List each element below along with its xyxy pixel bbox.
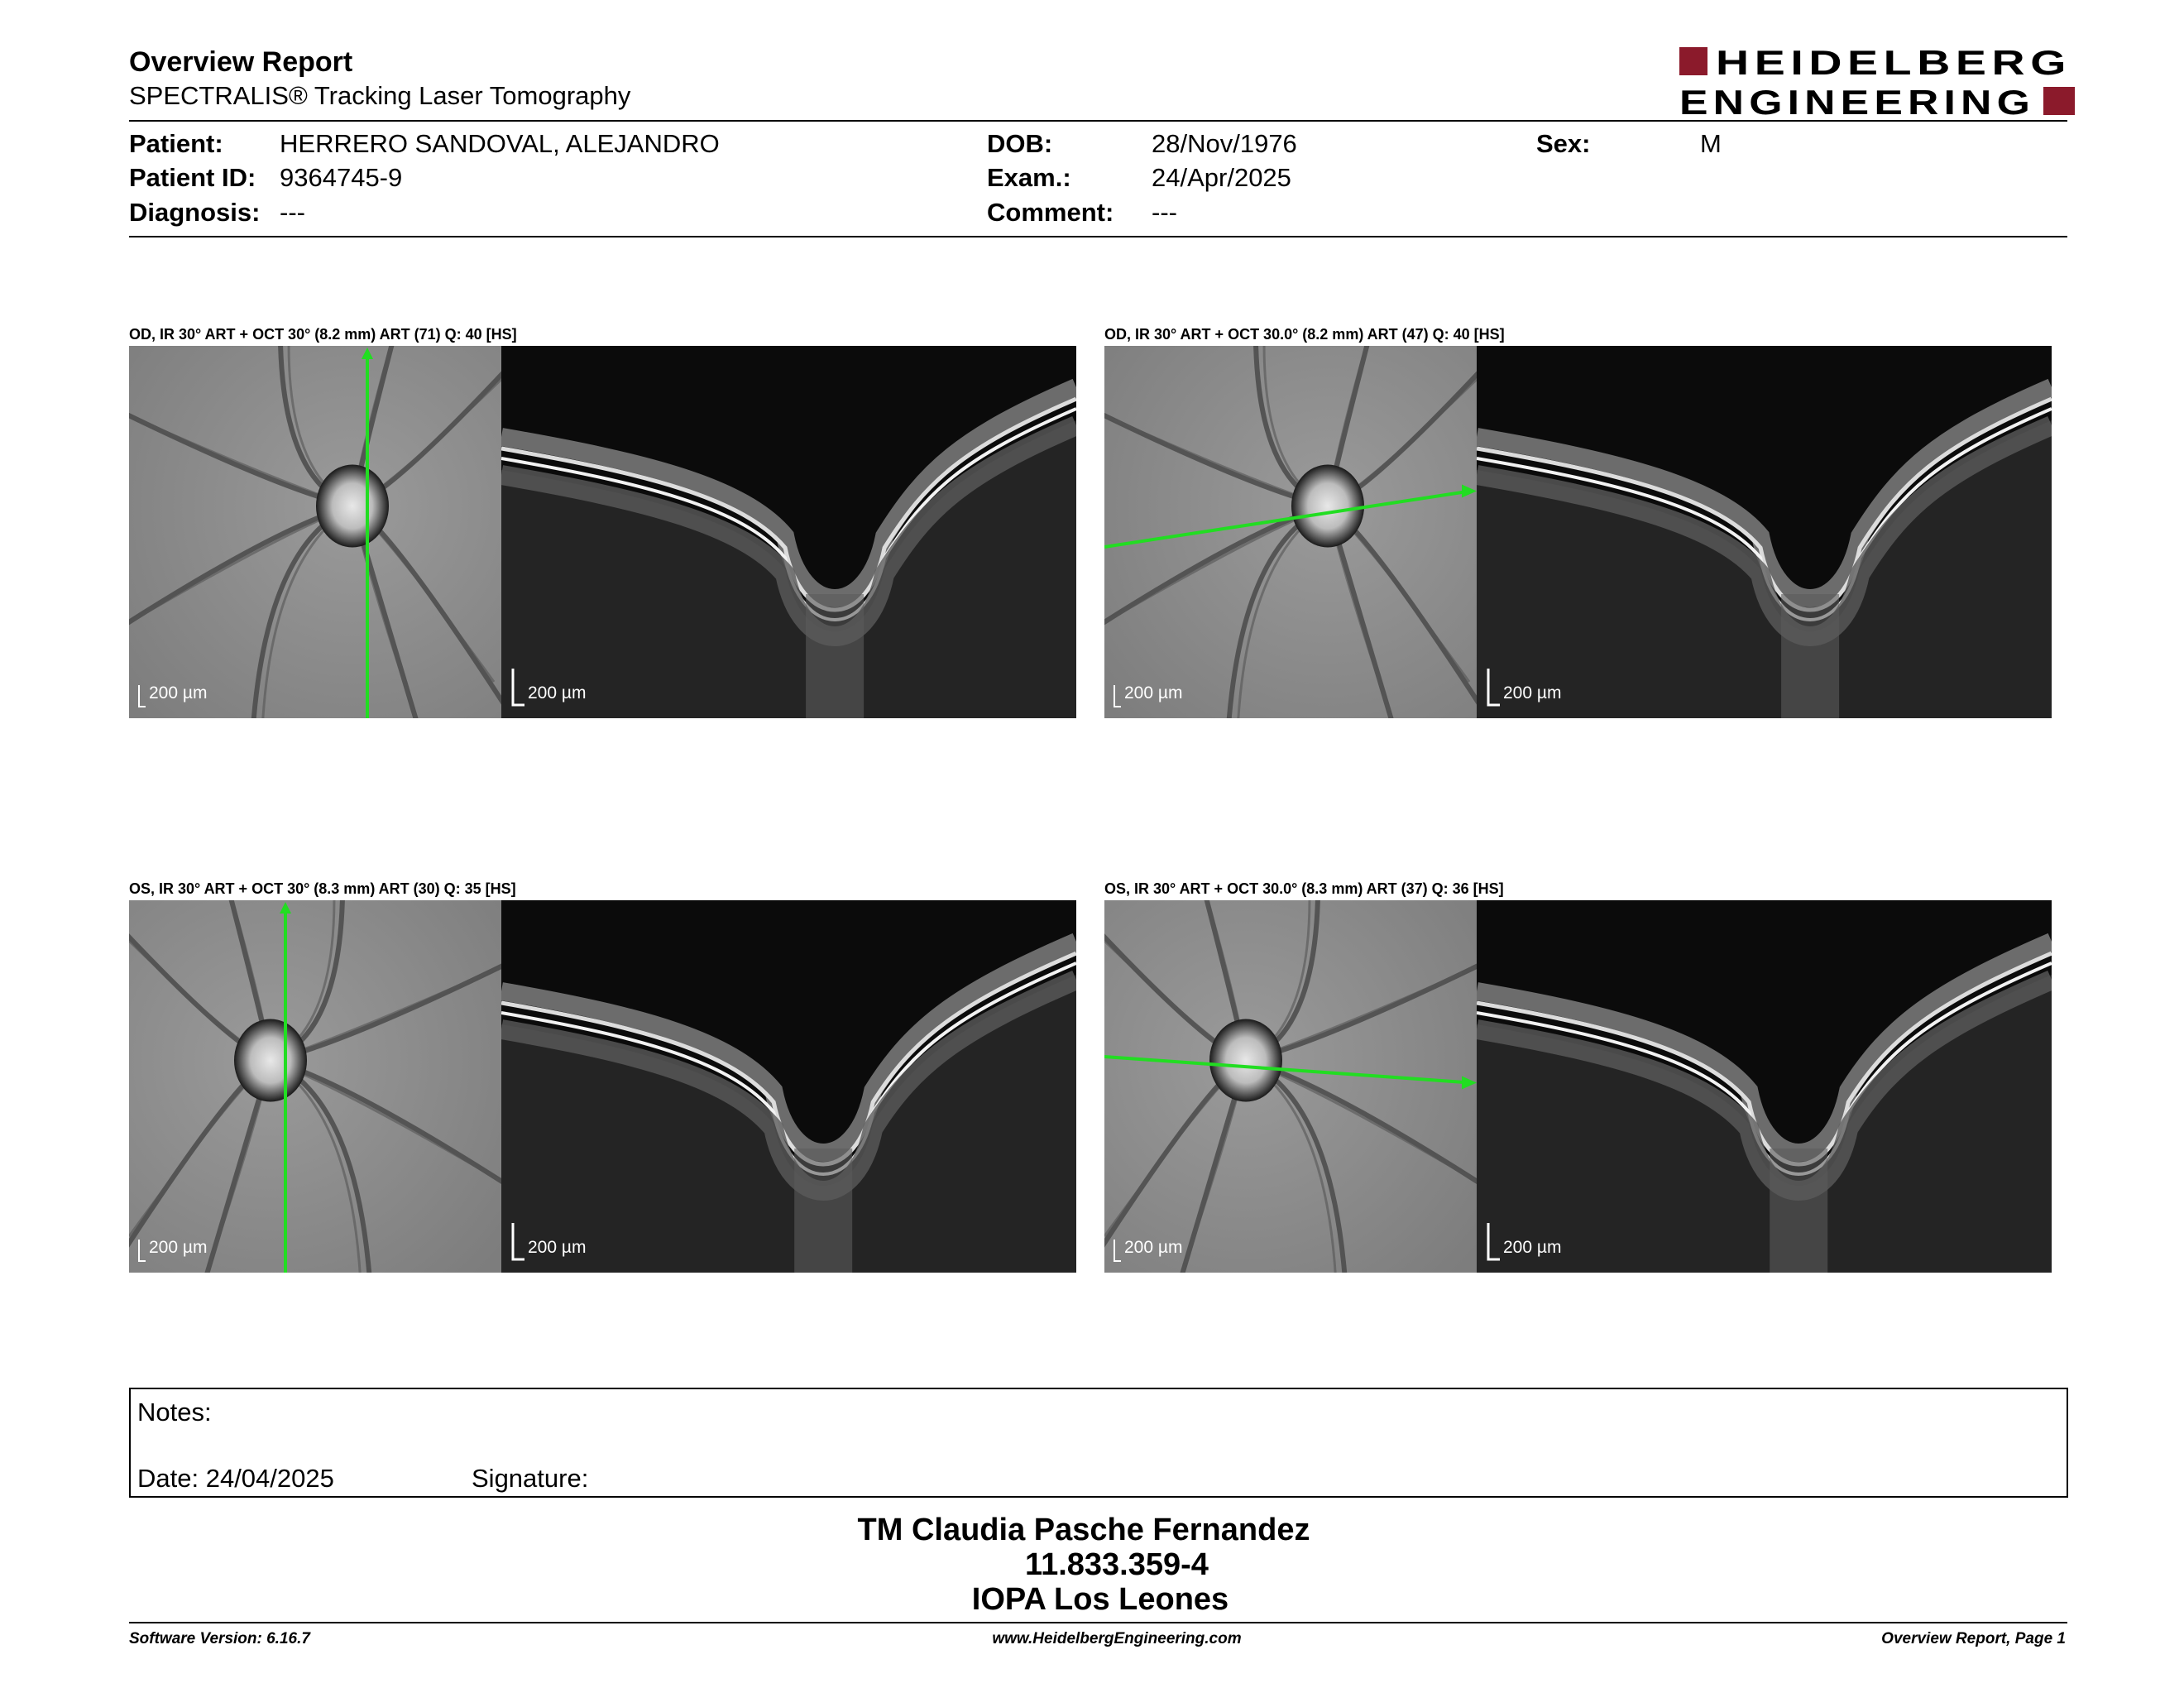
exam-label: Exam.:	[987, 163, 1071, 192]
oct-scale-label: 200 µm	[1503, 1238, 1562, 1257]
patient-name: HERRERO SANDOVAL, ALEJANDRO	[280, 129, 720, 158]
fundus-image	[1104, 900, 1477, 1273]
fundus-scale-label: 200 µm	[149, 683, 208, 703]
scan-caption: OD, IR 30° ART + OCT 30° (8.2 mm) ART (71) Q: 40 [HS]	[129, 326, 517, 343]
comment-value: ---	[1152, 198, 1177, 227]
page-number: Overview Report, Page 1	[1881, 1630, 2066, 1647]
oct-bscan-image	[1477, 900, 2052, 1273]
patient-id: 9364745-9	[280, 163, 403, 192]
sex-label: Sex:	[1536, 129, 1591, 158]
scan-caption: OS, IR 30° ART + OCT 30° (8.3 mm) ART (30) Q: 35 [HS]	[129, 880, 516, 897]
oct-bscan-image	[1477, 346, 2052, 718]
exam-date: 24/Apr/2025	[1152, 163, 1291, 192]
oct-scale-label: 200 µm	[1503, 683, 1562, 703]
website-link[interactable]: www.HeidelbergEngineering.com	[992, 1630, 1242, 1647]
patient-divider	[129, 236, 2067, 237]
report-title: Overview Report	[129, 46, 353, 78]
fundus-image	[1104, 346, 1477, 718]
heidelberg-logo	[1679, 43, 2075, 119]
notes-date: Date: 24/04/2025	[137, 1464, 334, 1493]
fundus-image	[129, 346, 501, 718]
report-subtitle: SPECTRALIS® Tracking Laser Tomography	[129, 81, 631, 110]
oct-scale-label: 200 µm	[528, 683, 587, 703]
oct-bscan-image	[501, 900, 1076, 1273]
examiner-institution: IOPA Los Leones	[971, 1582, 1229, 1617]
scan-caption: OD, IR 30° ART + OCT 30.0° (8.2 mm) ART (47) Q: 40 [HS]	[1104, 326, 1505, 343]
notes-label: Notes:	[137, 1398, 212, 1427]
logo-line-1: HEIDELBERG	[1716, 43, 2071, 82]
scan-caption: OS, IR 30° ART + OCT 30.0° (8.3 mm) ART (37) Q: 36 [HS]	[1104, 880, 1504, 897]
patient-label: Patient:	[129, 129, 223, 158]
dob-label: DOB:	[987, 129, 1053, 158]
notes-box	[129, 1388, 2068, 1498]
fundus-image	[129, 900, 501, 1273]
fundus-scale-label: 200 µm	[149, 1238, 208, 1257]
dob-value: 28/Nov/1976	[1152, 129, 1297, 158]
diagnosis-label: Diagnosis:	[129, 198, 261, 227]
header-divider	[129, 120, 2067, 122]
logo-line-2: ENGINEERING	[1679, 83, 2035, 119]
signature-label: Signature:	[472, 1464, 589, 1493]
diagnosis-value: ---	[280, 198, 305, 227]
oct-scale-label: 200 µm	[528, 1238, 587, 1257]
patient-id-label: Patient ID:	[129, 163, 256, 192]
software-version: Software Version: 6.16.7	[129, 1630, 310, 1647]
sex-value: M	[1700, 129, 1722, 158]
fundus-scale-label: 200 µm	[1124, 1238, 1183, 1257]
oct-bscan-image	[501, 346, 1076, 718]
footer-divider	[129, 1622, 2067, 1623]
comment-label: Comment:	[987, 198, 1114, 227]
examiner-name: TM Claudia Pasche Fernandez	[857, 1513, 1310, 1547]
examiner-id: 11.833.359-4	[1025, 1547, 1209, 1582]
fundus-scale-label: 200 µm	[1124, 683, 1183, 703]
